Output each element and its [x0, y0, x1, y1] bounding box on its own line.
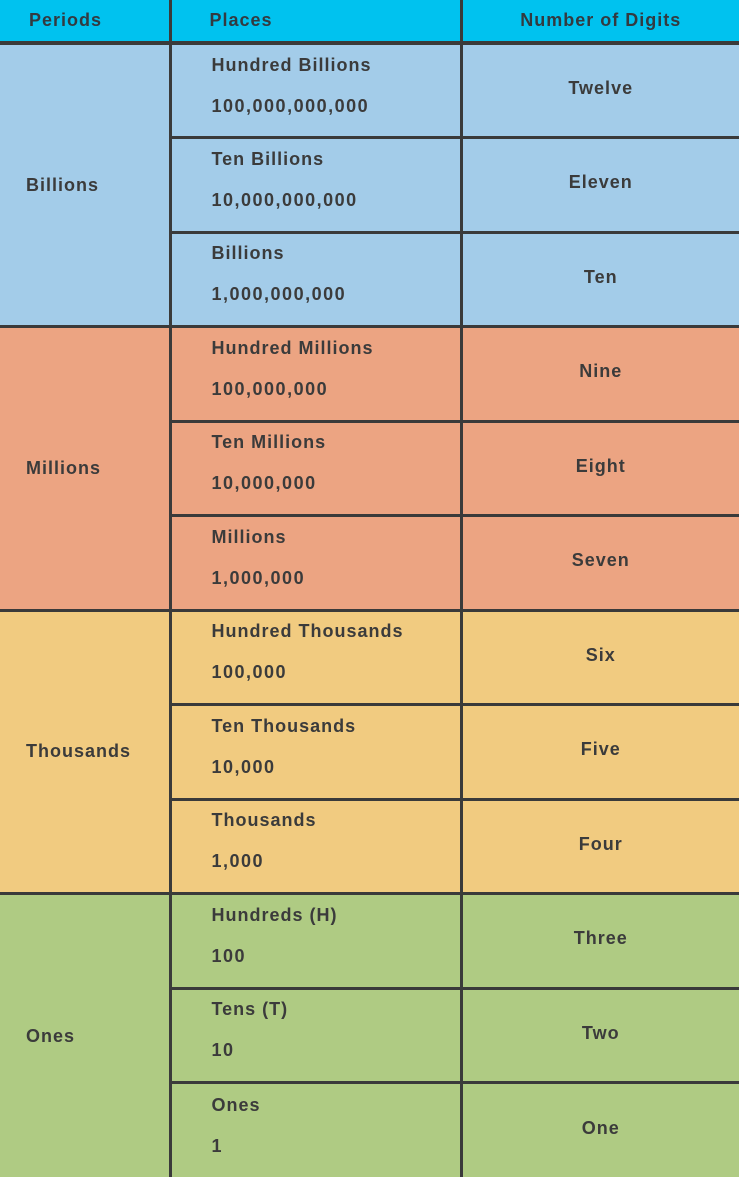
period-label-ones: Ones: [0, 894, 170, 1177]
place-cell: [170, 705, 461, 800]
place-number: 10,000,000,000: [211, 189, 358, 210]
place-name: Tens (T): [211, 999, 289, 1020]
place-number: 100,000,000: [211, 378, 329, 399]
place-number: 10: [211, 1040, 235, 1061]
table-header: [0, 0, 739, 43]
table-row: [0, 610, 739, 705]
place-cell: [170, 232, 461, 327]
place-name: Billions: [211, 243, 285, 264]
place-name: Hundred Thousands: [211, 621, 404, 642]
place-name: Ones: [211, 1094, 261, 1115]
column-header-periods: Periods: [0, 0, 170, 43]
section-millions: [0, 327, 739, 611]
place-number: 100,000: [211, 662, 288, 683]
place-cell: [170, 894, 461, 989]
column-header-number-of-digits: Number of Digits: [461, 0, 739, 43]
section-ones: [0, 894, 739, 1177]
table-row: [0, 327, 739, 422]
digit-count: Four: [461, 799, 739, 894]
place-number: 10,000: [211, 756, 276, 777]
header-row: [0, 0, 739, 43]
digit-count: Two: [461, 988, 739, 1083]
place-number: 10,000,000: [211, 473, 317, 494]
place-number: 1: [211, 1135, 224, 1156]
place-name: Thousands: [211, 810, 317, 831]
column-header-places: Places: [170, 0, 461, 43]
period-label-billions: Billions: [0, 43, 170, 327]
place-name: Hundreds (H): [211, 904, 338, 925]
table-row: [0, 43, 739, 138]
place-number: 1,000,000: [211, 567, 306, 588]
place-name: Ten Millions: [211, 432, 327, 453]
place-cell: [170, 988, 461, 1083]
place-name: Ten Thousands: [211, 715, 357, 736]
place-number: 100: [211, 945, 247, 966]
place-number: 100,000,000,000: [211, 95, 370, 116]
digit-count: Seven: [461, 516, 739, 611]
place-cell: [170, 516, 461, 611]
place-cell: [170, 421, 461, 516]
place-cell: [170, 43, 461, 138]
place-cell: [170, 799, 461, 894]
digit-count: Ten: [461, 232, 739, 327]
place-cell: [170, 610, 461, 705]
digit-count: Eight: [461, 421, 739, 516]
place-cell: [170, 1083, 461, 1177]
table-row: [0, 894, 739, 989]
digit-count: Five: [461, 705, 739, 800]
digit-count: Three: [461, 894, 739, 989]
digit-count: One: [461, 1083, 739, 1177]
digit-count: Six: [461, 610, 739, 705]
digit-count: Nine: [461, 327, 739, 422]
place-number: 1,000,000,000: [211, 284, 347, 305]
place-name: Ten Billions: [211, 148, 325, 169]
place-cell: [170, 138, 461, 233]
place-name: Hundred Billions: [211, 54, 372, 75]
digit-count: Twelve: [461, 43, 739, 138]
section-billions: [0, 43, 739, 327]
place-name: Hundred Millions: [211, 337, 374, 358]
period-label-thousands: Thousands: [0, 610, 170, 894]
place-name: Millions: [211, 526, 287, 547]
digit-count: Eleven: [461, 138, 739, 233]
place-cell: [170, 327, 461, 422]
period-label-millions: Millions: [0, 327, 170, 611]
place-number: 1,000: [211, 851, 265, 872]
section-thousands: [0, 610, 739, 894]
